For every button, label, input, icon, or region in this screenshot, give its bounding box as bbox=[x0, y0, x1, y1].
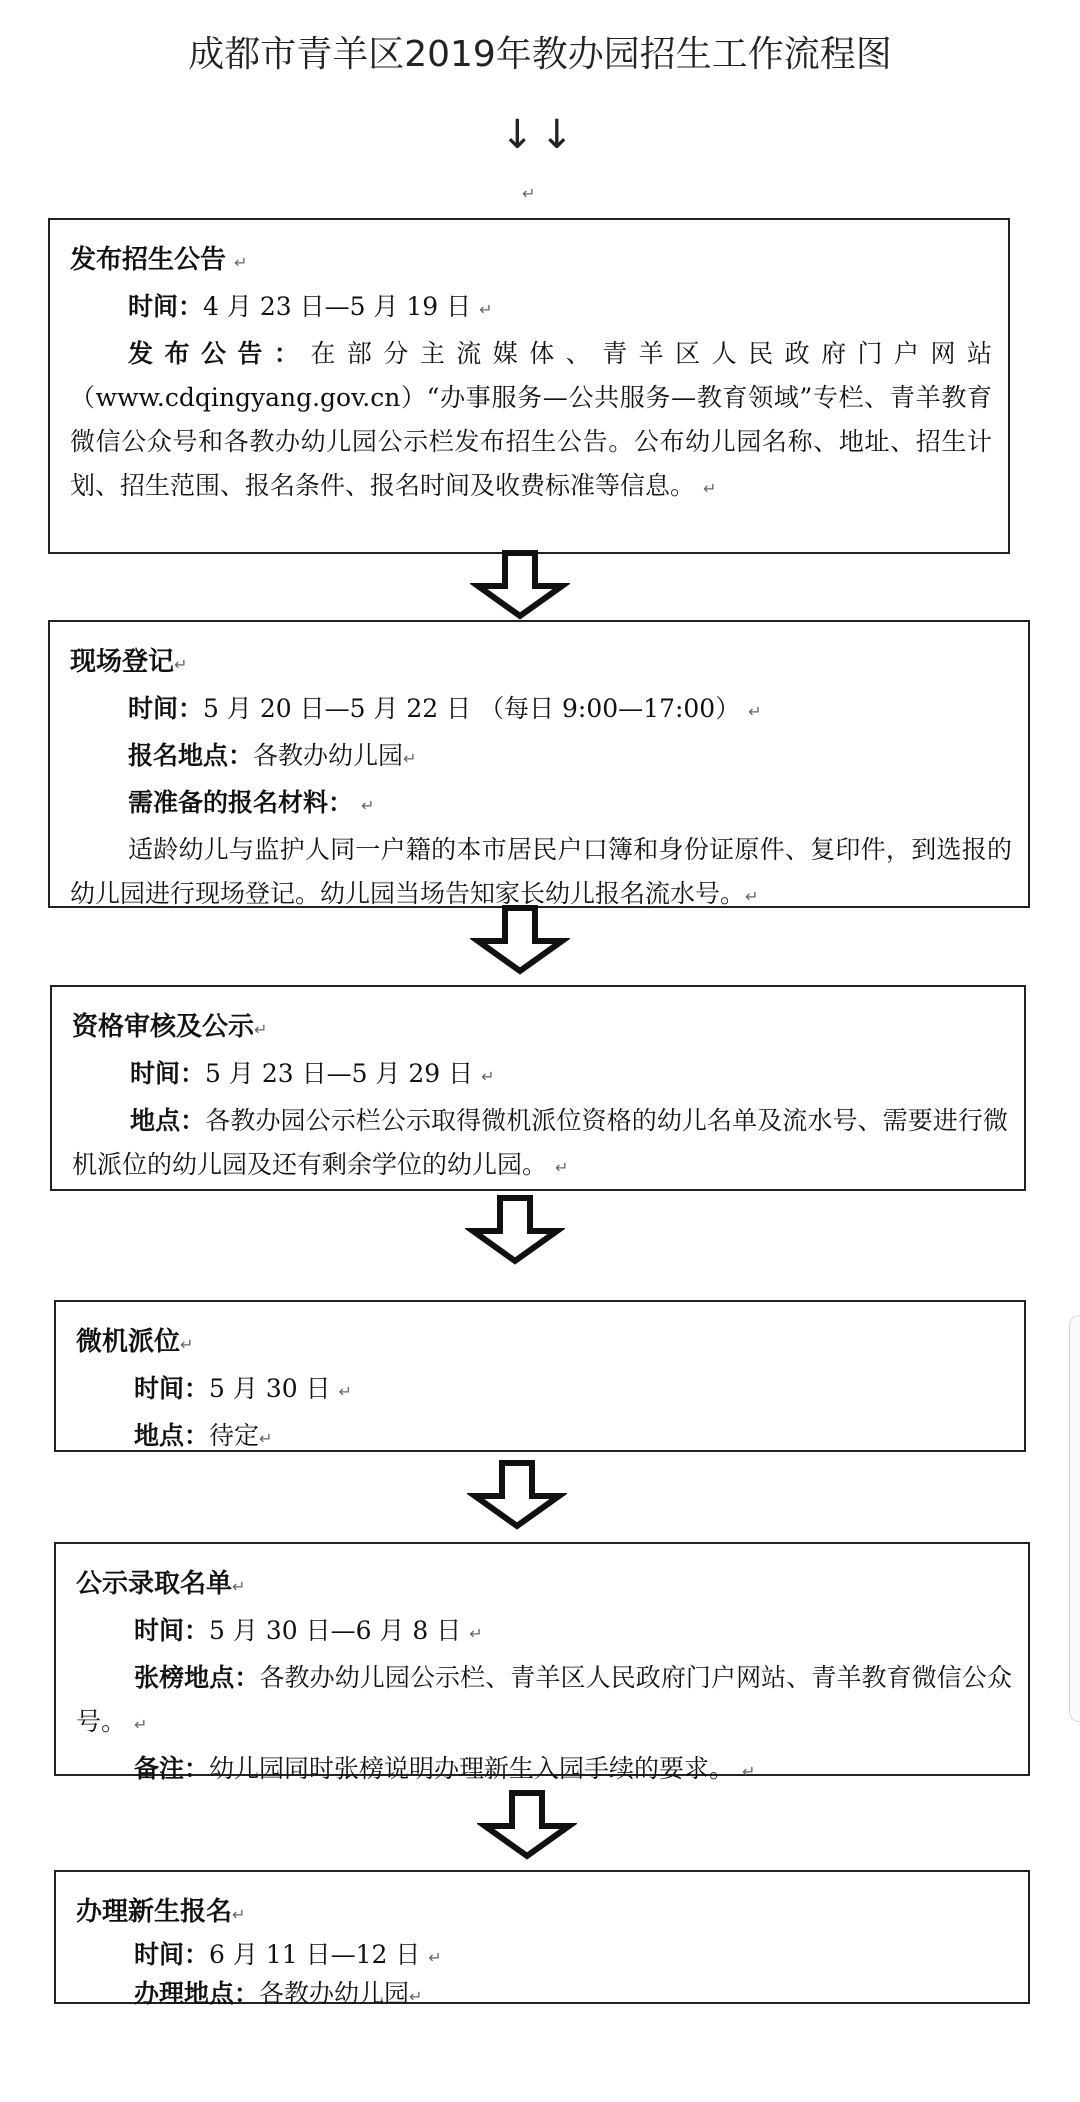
step-line-time: 时间：6 月 11 日—12 日 ↵ bbox=[134, 1940, 442, 1969]
step-heading: 公示录取名单↵ bbox=[76, 1569, 246, 1599]
return-mark: ↵ bbox=[522, 184, 536, 203]
step-line-note: 备注：幼儿园同时张榜说明办理新生入园手续的要求。 ↵ bbox=[134, 1754, 756, 1783]
step-qualification-review bbox=[50, 985, 1026, 1191]
flow-arrow-icon bbox=[467, 1460, 567, 1530]
step-line-time: 时间：5 月 30 日 ↵ bbox=[134, 1374, 352, 1403]
page-title: 成都市青羊区2019年教办园招生工作流程图 bbox=[188, 34, 892, 75]
step-computer-allocation bbox=[54, 1300, 1026, 1452]
step-heading: 发布招生公告 ↵ bbox=[70, 245, 248, 275]
step-line-location: 报名地点：各教办幼儿园↵ bbox=[128, 741, 417, 770]
step-line-time: 时间：4 月 23 日—5 月 19 日 ↵ bbox=[128, 292, 493, 321]
step-line-materials: 需准备的报名材料： ↵ bbox=[128, 788, 375, 817]
step-heading: 现场登记↵ bbox=[70, 647, 188, 677]
step-new-student-enrollment bbox=[54, 1870, 1030, 2008]
step-publish-announcement bbox=[48, 218, 1010, 554]
down-arrows-icon: ↓↓ bbox=[500, 112, 580, 158]
step-line-location: 地点：各教办园公示栏公示取得微机派位资格的幼儿名单及流水号、需要进行微机派位的幼儿园及还有剩余学位的幼儿园。 ↵ bbox=[72, 1106, 1008, 1179]
step-line-publish: 发布公告：在部分主流媒体、青羊区人民政府门户网站（www.cdqingyang.gov.cn）“办事服务—公共服务—教育领域”专栏、青羊教育微信公众号和各教办幼儿园公示栏发布招生公告。公布幼儿园名称、地址、招生计划、招生范围、报名条件、报名时间及收费标准等信息。 ↵ bbox=[70, 339, 992, 500]
step-line-location: 张榜地点：各教办幼儿园公示栏、青羊区人民政府门户网站、青羊教育微信公众号。 ↵ bbox=[76, 1663, 1012, 1736]
flow-arrow-icon bbox=[470, 550, 570, 620]
step-heading: 资格审核及公示↵ bbox=[72, 1012, 268, 1042]
step-line-materials-detail: 适龄幼儿与监护人同一户籍的本市居民户口簿和身份证原件、复印件，到选报的幼儿园进行现场登记。幼儿园当场告知家长幼儿报名流水号。↵ bbox=[70, 835, 1012, 908]
flow-arrow-icon bbox=[470, 905, 570, 975]
step-heading: 办理新生报名↵ bbox=[76, 1897, 246, 1927]
side-panel-handle[interactable] bbox=[1069, 1315, 1080, 1722]
flow-arrow-icon bbox=[477, 1790, 577, 1860]
step-onsite-registration bbox=[48, 620, 1030, 908]
step-admission-list bbox=[54, 1542, 1030, 1783]
flow-arrow-icon bbox=[465, 1195, 565, 1265]
step-heading: 微机派位↵ bbox=[76, 1327, 194, 1357]
step-line-time: 时间：5 月 23 日—5 月 29 日 ↵ bbox=[130, 1059, 495, 1088]
step-line-location: 地点：待定↵ bbox=[134, 1421, 273, 1450]
step-line-location: 办理地点：各教办幼儿园↵ bbox=[134, 1979, 423, 2008]
step-line-time: 时间：5 月 20 日—5 月 22 日 （每日 9:00—17:00） ↵ bbox=[128, 694, 762, 723]
step-line-time: 时间：5 月 30 日—6 月 8 日 ↵ bbox=[134, 1616, 483, 1645]
